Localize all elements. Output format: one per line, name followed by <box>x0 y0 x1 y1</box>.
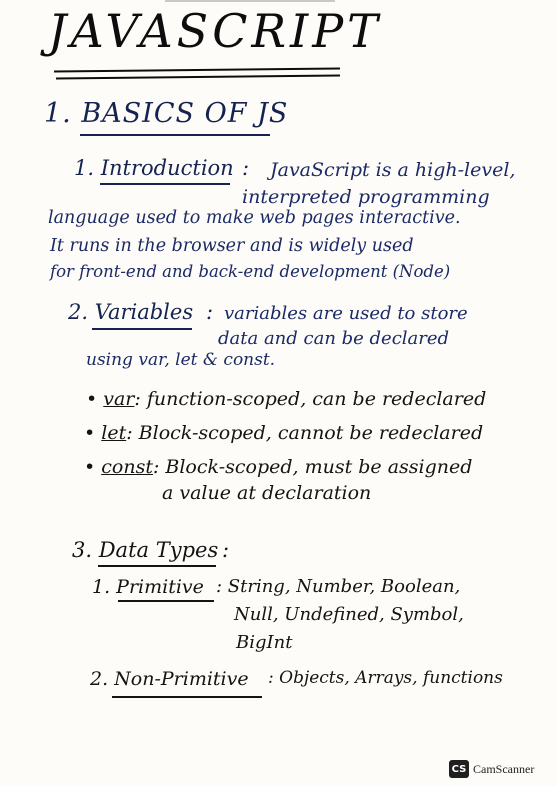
primitive-label-underline <box>118 600 214 602</box>
primitive-line-3: BigInt <box>236 632 293 653</box>
intro-line-4: It runs in the browser and is widely used <box>50 236 414 256</box>
datatypes-label: 3. Data Types <box>72 538 219 562</box>
bullet-dot: • <box>84 456 102 478</box>
datatypes-colon: : <box>222 538 230 562</box>
keyword-var: var <box>103 388 135 410</box>
bullet-let <box>84 422 483 444</box>
section-heading: 1. BASICS OF JS <box>44 98 289 129</box>
intro-line-2: interpreted programming <box>242 186 490 208</box>
keyword-let: let <box>101 422 127 444</box>
intro-label: 1. Introduction <box>74 156 234 180</box>
intro-line-3: language used to make web pages interactive. <box>48 208 461 228</box>
intro-colon: : <box>242 156 250 180</box>
const-description: : Block-scoped, must be assigned <box>152 456 473 478</box>
bullet-dot: • <box>84 422 102 444</box>
bullet-dot: • <box>86 388 104 410</box>
nonprimitive-label: 2. Non-Primitive <box>90 668 249 690</box>
var-description: : function-scoped, can be redeclared <box>134 388 487 410</box>
bullet-const <box>84 456 472 478</box>
bullet-var <box>86 388 486 410</box>
variables-label: 2. Variables <box>68 300 194 324</box>
keyword-const: const <box>101 456 153 478</box>
camscanner-logo-icon: CS <box>449 760 469 778</box>
const-description-2: a value at declaration <box>162 482 372 504</box>
page-title: JAVASCRIPT <box>48 4 382 58</box>
primitive-line-2: Null, Undefined, Symbol, <box>234 604 464 625</box>
let-description: : Block-scoped, cannot be redeclared <box>126 422 484 444</box>
section-heading-underline <box>80 134 270 136</box>
variables-label-underline <box>92 328 192 330</box>
primitive-label: 1. Primitive <box>92 576 204 598</box>
intro-line-5: for front-end and back-end development (Node) <box>50 262 451 281</box>
variables-line-2: data and can be declared <box>218 328 450 349</box>
variables-line-3: using var, let & const. <box>86 350 276 370</box>
primitive-line-1: : String, Number, Boolean, <box>216 576 461 597</box>
title-underline-1 <box>54 68 340 73</box>
camscanner-watermark: CamScanner <box>473 762 535 776</box>
nonprimitive-line-1: : Objects, Arrays, functions <box>268 668 503 688</box>
intro-line-1: JavaScript is a high-level, <box>270 159 516 181</box>
top-edge-mark <box>165 0 335 2</box>
variables-colon: : <box>206 300 214 324</box>
nonprimitive-label-underline <box>112 696 262 698</box>
title-underline-2 <box>56 75 340 80</box>
intro-label-underline <box>100 183 230 185</box>
datatypes-label-underline <box>98 565 216 567</box>
variables-line-1: variables are used to store <box>224 303 468 324</box>
